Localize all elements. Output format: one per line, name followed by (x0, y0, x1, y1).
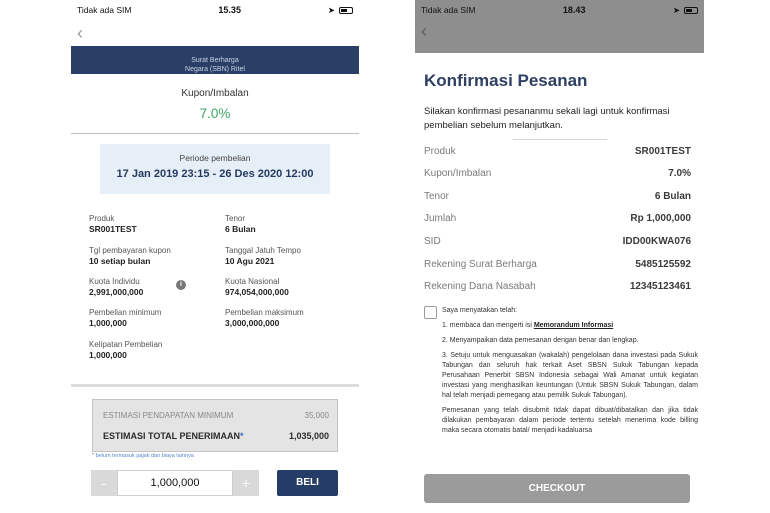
increment-button[interactable]: + (233, 470, 259, 496)
detail-tgl-kupon (89, 246, 171, 267)
clock-text: 18.43 (562, 5, 586, 15)
location-icon: ➤ (327, 4, 335, 15)
estimation-min-value: 35,000 (304, 411, 329, 420)
summary-row (424, 146, 691, 160)
detail-pembelian-min (89, 308, 161, 329)
clock-text: 15.35 (218, 5, 241, 15)
detail-value: 6 Bulan (225, 224, 256, 234)
detail-value: 1,000,000 (89, 350, 127, 360)
summary-key: Rekening Dana Nasabah (424, 281, 536, 292)
estimation-min-label: ESTIMASI PENDAPATAN MINIMUM (103, 411, 234, 420)
page-title: Konfirmasi Pesanan (424, 71, 588, 90)
detail-jatuh-tempo (225, 246, 301, 267)
summary-value: 7.0% (668, 168, 691, 179)
summary-value: 12345123461 (629, 281, 691, 292)
memorandum-link[interactable]: Memorandum Informasi (533, 322, 614, 329)
summary-value: Rp 1,000,000 (630, 213, 691, 224)
summary-value: 6 Bulan (654, 191, 691, 202)
detail-pembelian-max (225, 308, 304, 329)
summary-value: IDD00KWA076 (622, 236, 691, 247)
nav-bar (415, 20, 704, 43)
summary-row (424, 236, 691, 250)
summary-value: 5485125592 (635, 259, 691, 270)
estimation-total-row (103, 431, 329, 441)
summary-row (424, 281, 691, 295)
detail-value: 10 setiap bulan (89, 256, 151, 266)
info-icon[interactable]: i (176, 280, 186, 290)
periode-box (100, 144, 330, 194)
buy-button[interactable]: BELI (277, 470, 338, 496)
agreement-item-1 (442, 321, 698, 331)
periode-value: 17 Jan 2019 23:15 - 26 Des 2020 12:00 (116, 168, 314, 180)
carrier-text: Tidak ada SIM (421, 5, 476, 15)
summary-key: SID (424, 236, 441, 247)
detail-value: SR001TEST (89, 224, 137, 234)
agreement-checkbox[interactable] (424, 306, 437, 319)
detail-kuota-nasional (225, 277, 289, 298)
estimation-box (92, 399, 338, 452)
carrier-text: Tidak ada SIM (77, 5, 132, 15)
status-bar (71, 0, 359, 20)
detail-label: Produk (89, 214, 115, 223)
status-icons (328, 5, 353, 16)
detail-label: Pembelian minimum (89, 308, 162, 317)
location-icon: ➤ (672, 4, 680, 15)
detail-value: 3,000,000,000 (225, 318, 280, 328)
checkout-button[interactable]: CHECKOUT (424, 474, 690, 503)
summary-row (424, 191, 691, 205)
summary-row (424, 213, 691, 227)
detail-label: Kelipatan Pembelian (89, 340, 163, 349)
detail-label: Kuota Nasional (225, 277, 280, 286)
banner-line-1: Surat Berharga (191, 57, 239, 64)
detail-label: Tgl pembayaran kupon (89, 246, 171, 255)
summary-key: Rekening Surat Berharga (424, 259, 537, 270)
summary-row (424, 259, 691, 273)
quantity-stepper (91, 470, 259, 496)
detail-value: 1,000,000 (89, 318, 127, 328)
summary-key: Jumlah (424, 213, 457, 224)
kupon-value: 7.0% (199, 106, 231, 121)
estimation-total-label: ESTIMASI TOTAL PENERIMAAN (103, 431, 241, 441)
status-icons (673, 5, 698, 16)
quantity-input[interactable]: 1,000,000 (117, 470, 233, 496)
summary-key: Kupon/Imbalan (424, 168, 492, 179)
confirmation-screen (415, 0, 704, 513)
detail-produk (89, 214, 137, 235)
kupon-label: Kupon/Imbalan (181, 88, 249, 99)
tax-note: * belum termasuk pajak dan biaya lainnya (92, 453, 194, 459)
estimation-min-row (103, 411, 329, 420)
estimation-total-value: 1,035,000 (288, 431, 329, 441)
status-bar (415, 0, 704, 20)
agreement-footer: Pemesanan yang telah disubmit tidak dapat dibuat/dibatalkan dan jika tidak dilakukan pembayaran dalam periode tertentu setelah menerima kode billing maka secara otomatis batal/ menjadi kadaluarsa (442, 407, 698, 434)
banner-line-2: Negara (SBN) Ritel (185, 66, 245, 73)
summary-key: Tenor (424, 191, 450, 202)
detail-label: Tenor (225, 214, 246, 223)
nav-bar (71, 20, 359, 46)
section-divider (71, 384, 359, 387)
back-button[interactable]: ‹ (421, 21, 427, 41)
detail-label: Kuota Individu (89, 277, 140, 286)
detail-value: 2,991,000,000 (89, 287, 144, 297)
periode-label: Periode pembelian (179, 153, 251, 163)
detail-value: 10 Agu 2021 (225, 256, 275, 266)
purchase-detail-screen (71, 0, 359, 513)
overlay-strip (415, 43, 704, 53)
battery-icon (684, 7, 698, 14)
detail-label: Tanggal Jatuh Tempo (225, 246, 301, 255)
back-button[interactable]: ‹ (77, 22, 83, 43)
detail-value: 974,054,000,000 (225, 287, 289, 297)
divider (513, 139, 607, 140)
detail-kelipatan (89, 340, 162, 361)
footnote-marker: * (240, 431, 244, 441)
agreement-item-3: 3. Setuju untuk menguasakan (wakalah) pengelolaan dana investasi pada Sukuk Tabungan dan seluruh hak terkait Aset SBSN Sukuk Tabungan kepada Perusahaan Penerbit SBSN Indonesia sebagai Wali Amanat untuk kegiatan investasi yang menghasilkan keuntungan (Untuk SBSN Sukuk Tabungan, dalam hal telah menjadi pemegang atau pemilik Sukuk Tabungan). (442, 352, 698, 399)
agreement-text (442, 306, 698, 441)
summary-row (424, 168, 691, 182)
sbn-banner (71, 46, 359, 74)
battery-icon (339, 7, 353, 14)
kupon-section (71, 74, 359, 134)
page-description: Silakan konfirmasi pesananmu sekali lagi untuk konfirmasi pembelian sebelum melanjutkan. (424, 106, 670, 131)
summary-key: Produk (424, 146, 456, 157)
decrement-button[interactable]: - (91, 470, 117, 496)
agreement-heading: Saya menyatakan telah: (442, 307, 518, 314)
detail-kuota-individu (89, 277, 199, 298)
agreement-item-1-text: 1. membaca dan mengerti isi (442, 322, 534, 329)
agreement-item-2: 2. Menyampaikan data pemesanan dengan benar dan lengkap. (442, 337, 639, 344)
detail-label: Pembelian maksimum (225, 308, 304, 317)
detail-tenor (225, 214, 256, 235)
summary-value: SR001TEST (634, 146, 691, 157)
